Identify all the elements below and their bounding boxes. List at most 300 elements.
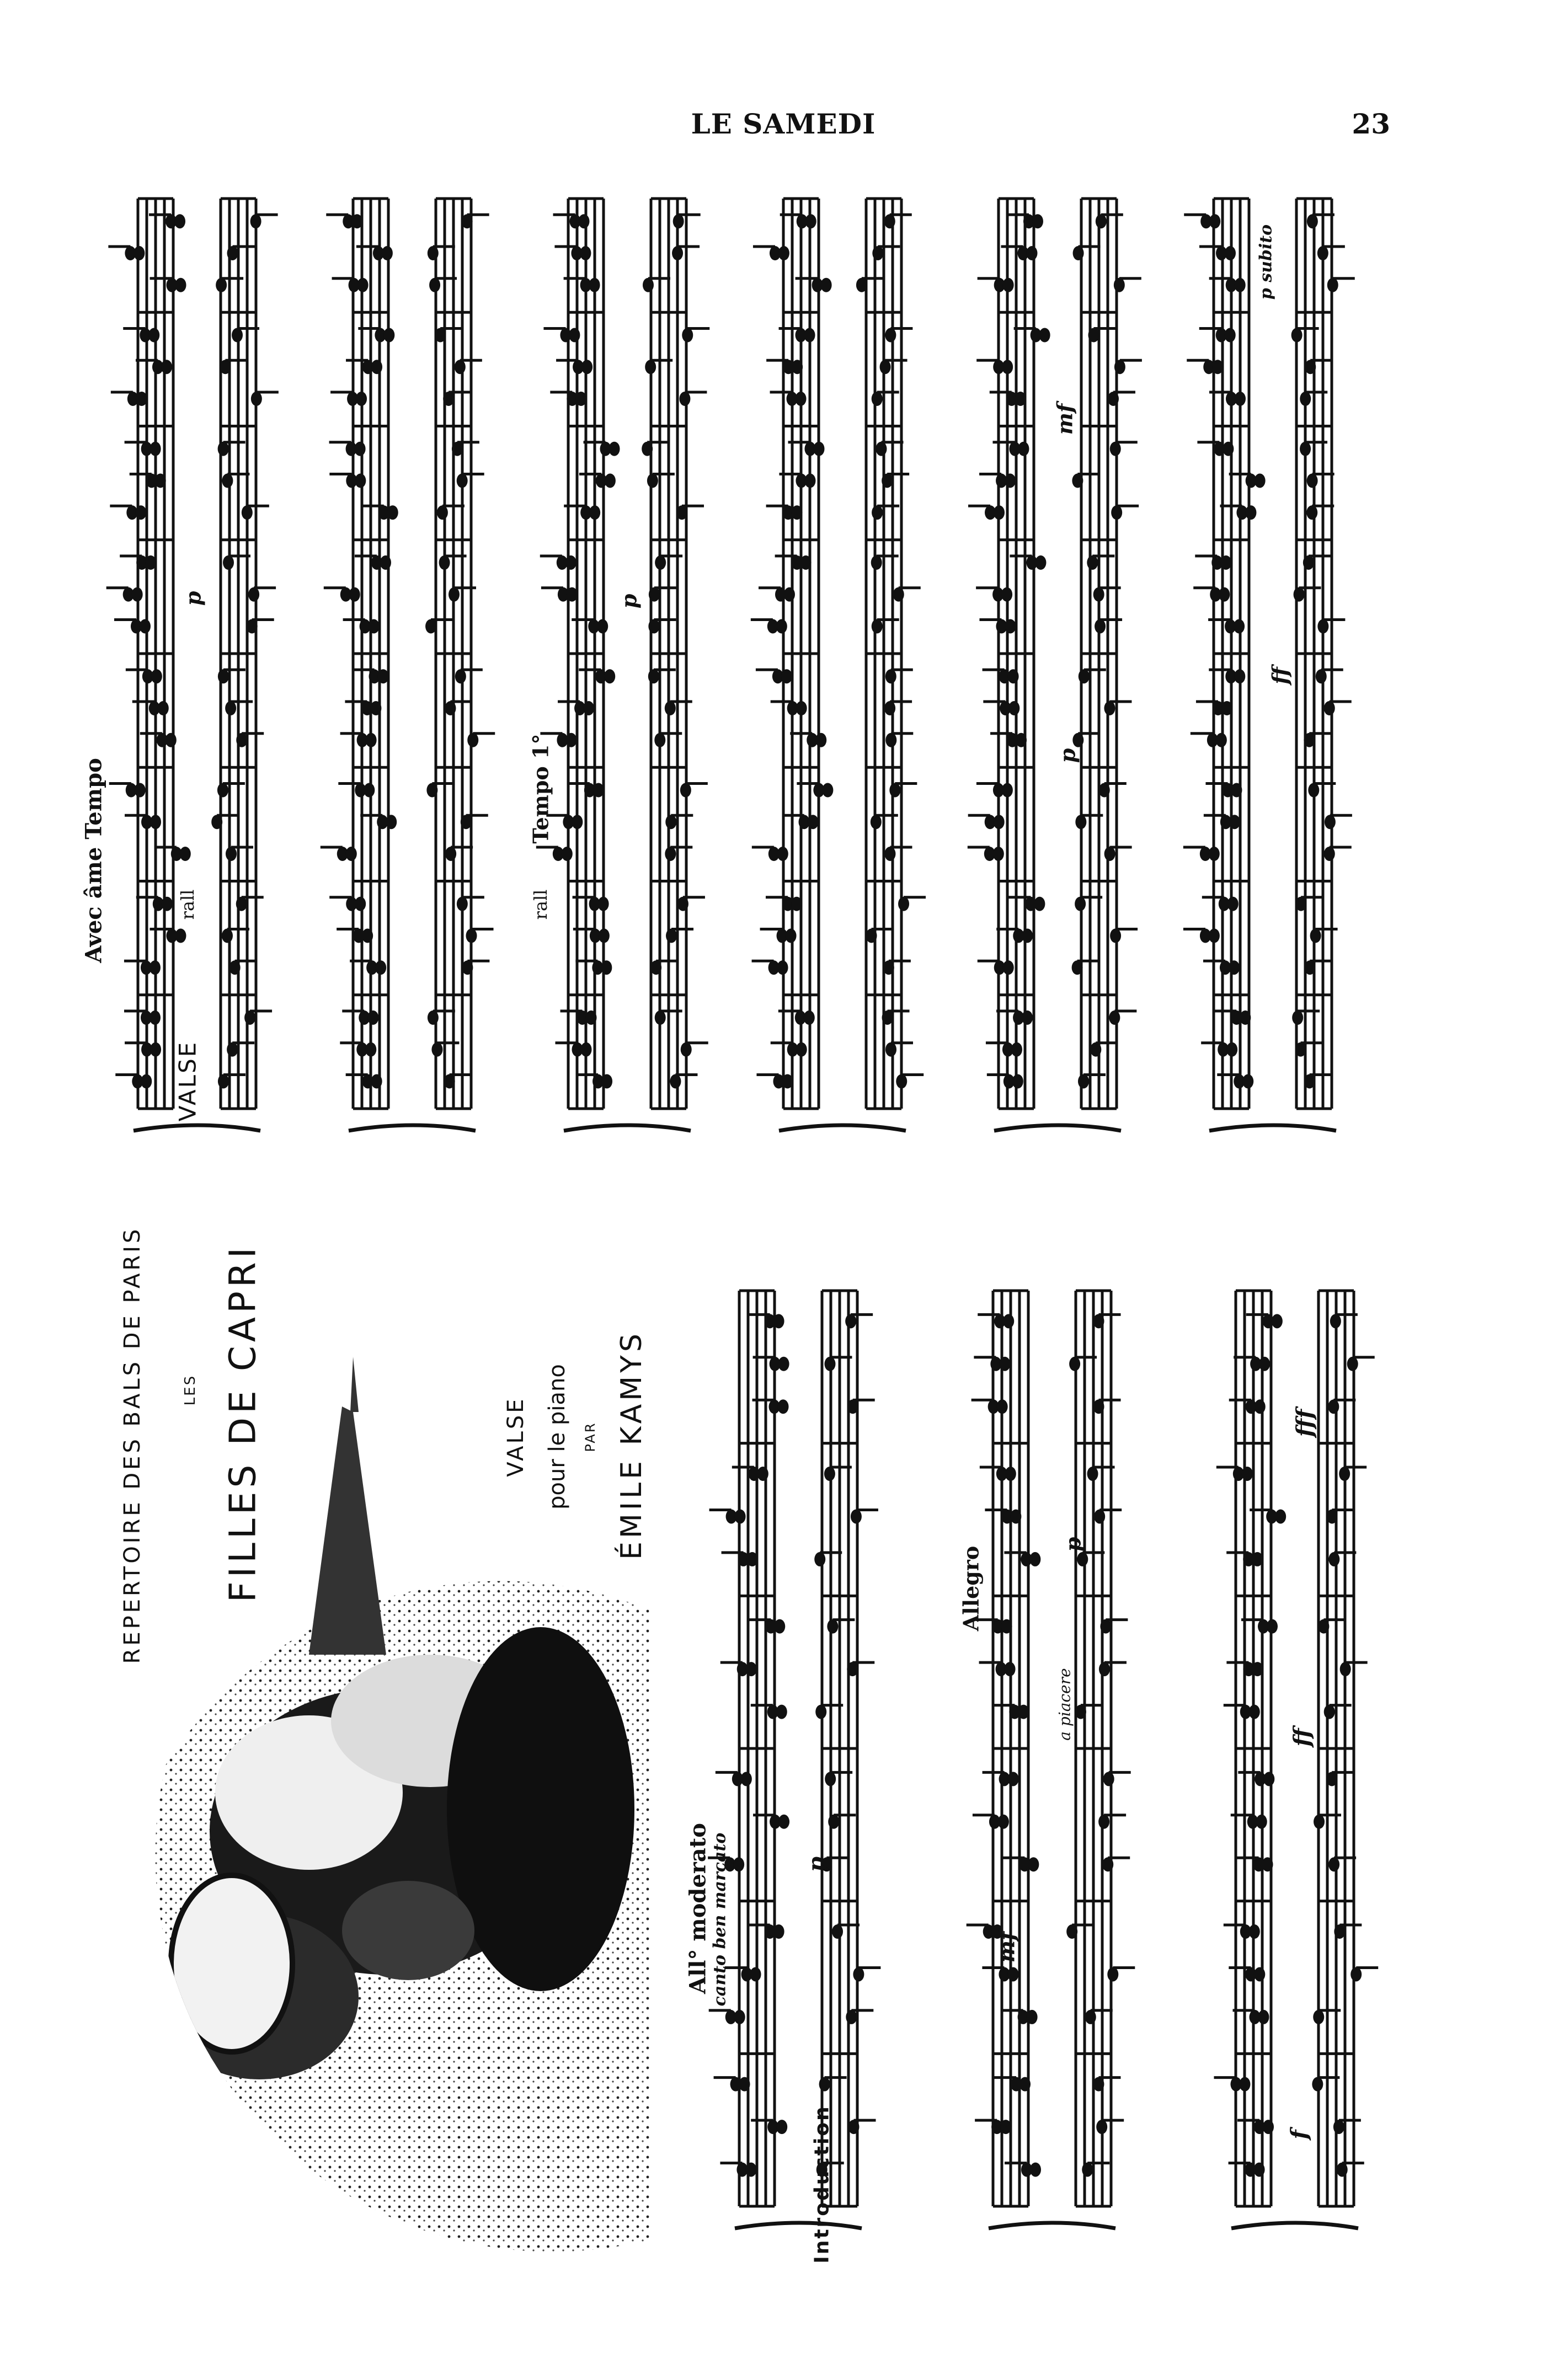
note-head xyxy=(1330,1314,1341,1328)
note-head xyxy=(884,701,895,715)
valse-system xyxy=(1183,199,1355,1131)
note-head xyxy=(1000,2120,1011,2134)
note-head xyxy=(1002,783,1013,798)
note-head xyxy=(655,1010,666,1025)
note-head xyxy=(1075,1705,1086,1719)
note-head xyxy=(1300,442,1311,456)
note-head xyxy=(882,474,893,488)
introduction-systems xyxy=(708,1291,1378,2228)
note-head xyxy=(885,733,896,747)
dynamic-p-subito: p subito xyxy=(1256,224,1276,300)
note-head xyxy=(222,474,233,488)
note-head xyxy=(804,474,815,488)
note-head xyxy=(1066,1924,1077,1939)
note-head xyxy=(572,815,583,829)
note-head xyxy=(898,897,909,911)
note-head xyxy=(457,474,468,488)
note-head xyxy=(1275,1509,1286,1523)
note-head xyxy=(777,847,788,861)
note-head xyxy=(647,474,658,488)
note-head xyxy=(673,214,684,228)
note-head xyxy=(462,960,473,975)
note-head xyxy=(1249,1924,1260,1939)
note-head xyxy=(1114,360,1125,374)
note-head xyxy=(885,328,896,343)
dynamic-ff: ff xyxy=(1267,667,1293,684)
system-brace xyxy=(1231,2223,1358,2228)
note-head xyxy=(1347,1357,1358,1371)
note-head xyxy=(229,960,241,975)
note-head xyxy=(1242,1467,1253,1481)
intro-system xyxy=(708,1291,880,2228)
note-head xyxy=(227,1042,238,1057)
note-head xyxy=(1234,619,1245,634)
note-head xyxy=(369,619,380,634)
note-head xyxy=(642,442,653,456)
system-brace xyxy=(1209,1125,1336,1131)
note-head xyxy=(466,929,477,943)
note-head xyxy=(218,1074,229,1089)
note-head xyxy=(1328,1399,1339,1414)
note-head xyxy=(429,278,440,292)
note-head xyxy=(569,328,580,343)
note-head xyxy=(1212,360,1223,374)
note-head xyxy=(351,214,362,228)
note-head xyxy=(1239,2077,1250,2092)
note-head xyxy=(848,2120,860,2134)
note-head xyxy=(1005,1662,1016,1676)
note-head xyxy=(1325,815,1336,829)
note-head xyxy=(1304,960,1315,975)
tempo-allegro-moderato: All° moderato xyxy=(685,1823,711,1994)
note-head xyxy=(1295,897,1306,911)
note-head xyxy=(1256,1815,1267,1829)
note-head xyxy=(426,783,437,798)
note-head xyxy=(1015,392,1026,406)
valse-system xyxy=(536,199,709,1131)
tempo-mark-avec-ame: Avec âme Tempo xyxy=(81,758,107,963)
note-head xyxy=(1220,555,1231,570)
note-head xyxy=(774,1619,785,1634)
note-head xyxy=(1093,2077,1104,2092)
note-head xyxy=(226,847,237,861)
note-head xyxy=(145,555,156,570)
note-head xyxy=(444,1074,455,1089)
note-head xyxy=(846,2010,857,2024)
note-head xyxy=(439,555,450,570)
note-head xyxy=(1326,1509,1337,1523)
note-head xyxy=(747,1552,758,1566)
note-head xyxy=(364,783,375,798)
note-head xyxy=(828,1815,839,1829)
note-head xyxy=(681,1042,692,1057)
note-head xyxy=(1318,1619,1329,1634)
note-head xyxy=(1209,214,1220,228)
note-head xyxy=(248,587,259,602)
note-head xyxy=(649,587,660,602)
note-head xyxy=(216,278,227,292)
note-head xyxy=(796,1042,807,1057)
note-head xyxy=(132,587,143,602)
note-head xyxy=(676,505,687,520)
note-head xyxy=(1085,2010,1096,2024)
note-head xyxy=(1099,783,1110,798)
note-head xyxy=(1008,669,1019,683)
note-head xyxy=(804,328,815,343)
note-head xyxy=(655,555,666,570)
expression-canto: canto ben marcato xyxy=(710,1832,730,2007)
note-head xyxy=(814,1552,825,1566)
note-head xyxy=(876,442,887,456)
note-head xyxy=(1333,2120,1344,2134)
note-head xyxy=(242,505,253,520)
note-head xyxy=(1095,619,1106,634)
dynamic-intro-fff: fff xyxy=(1291,1409,1318,1437)
note-head xyxy=(218,669,229,683)
note-head xyxy=(994,815,1005,829)
note-head xyxy=(1255,1399,1266,1414)
tempo-allegro: Allegro xyxy=(958,1545,984,1632)
note-head xyxy=(845,1314,856,1328)
note-head xyxy=(565,733,577,747)
note-head xyxy=(1310,929,1321,943)
note-head xyxy=(1303,555,1314,570)
note-head xyxy=(1096,2120,1107,2134)
note-head xyxy=(1003,960,1014,975)
note-head xyxy=(1098,1815,1109,1829)
note-head xyxy=(1334,1924,1345,1939)
note-head xyxy=(782,1074,793,1089)
note-head xyxy=(589,505,600,520)
note-head xyxy=(597,619,608,634)
note-head xyxy=(562,847,573,861)
valse-systems xyxy=(106,199,1355,1131)
system-brace xyxy=(989,2223,1115,2228)
note-head xyxy=(1029,1552,1040,1566)
note-head xyxy=(378,669,389,683)
note-head xyxy=(1267,1619,1278,1634)
note-head xyxy=(445,701,456,715)
note-head xyxy=(677,897,688,911)
note-head xyxy=(1216,733,1227,747)
note-head xyxy=(665,701,676,715)
note-head xyxy=(746,1662,757,1676)
note-head xyxy=(666,929,677,943)
note-head xyxy=(778,1399,789,1414)
note-head xyxy=(1304,733,1315,747)
note-head xyxy=(883,960,894,975)
note-head xyxy=(648,669,659,683)
note-head xyxy=(1328,1857,1339,1871)
note-head xyxy=(1104,847,1115,861)
note-head xyxy=(741,1772,752,1786)
note-head xyxy=(583,701,594,715)
les-label: LES xyxy=(182,1374,199,1406)
note-head xyxy=(1003,278,1014,292)
note-head xyxy=(567,587,578,602)
note-head xyxy=(247,619,258,634)
note-head xyxy=(1103,1772,1114,1786)
note-head xyxy=(355,474,366,488)
note-head xyxy=(598,897,609,911)
note-head xyxy=(355,442,366,456)
note-head xyxy=(370,701,381,715)
dynamic-mf: mf xyxy=(1052,403,1077,435)
note-head xyxy=(745,2163,756,2177)
note-head xyxy=(357,278,369,292)
note-head xyxy=(1003,1314,1014,1328)
note-head xyxy=(362,929,373,943)
note-head xyxy=(672,246,683,260)
note-head xyxy=(136,392,147,406)
note-head xyxy=(1011,1042,1022,1057)
note-head xyxy=(1219,587,1230,602)
note-head xyxy=(1001,587,1012,602)
note-head xyxy=(148,328,159,343)
note-head xyxy=(601,1074,612,1089)
note-head xyxy=(155,474,166,488)
note-head xyxy=(1102,1857,1113,1871)
note-head xyxy=(1308,783,1319,798)
note-head xyxy=(856,278,867,292)
note-head xyxy=(792,360,803,374)
note-head xyxy=(220,360,231,374)
note-head xyxy=(773,1924,784,1939)
system-brace xyxy=(994,1125,1121,1131)
note-head xyxy=(999,1357,1010,1371)
note-head xyxy=(1235,278,1246,292)
note-head xyxy=(821,278,832,292)
tempo-mark-tempo-1: Tempo 1° xyxy=(528,734,553,844)
note-head xyxy=(1026,246,1037,260)
note-head xyxy=(1088,328,1099,343)
note-head xyxy=(893,587,904,602)
note-head xyxy=(1324,1705,1335,1719)
note-head xyxy=(1022,929,1033,943)
note-head xyxy=(645,360,656,374)
note-head xyxy=(1312,2077,1323,2092)
dynamic-intro-f: f xyxy=(1286,2130,1312,2140)
note-head xyxy=(1245,505,1256,520)
note-head xyxy=(1039,328,1050,343)
note-head xyxy=(679,392,690,406)
note-head xyxy=(1351,1967,1362,1981)
introduction-label: Introduction xyxy=(810,2105,834,2264)
note-head xyxy=(1093,1314,1104,1328)
note-head xyxy=(643,278,654,292)
note-head xyxy=(1304,1074,1315,1089)
note-head xyxy=(853,1967,864,1981)
note-head xyxy=(150,960,161,975)
note-head xyxy=(1087,555,1098,570)
note-head xyxy=(227,246,238,260)
valse-subtitle: VALSE xyxy=(503,1397,529,1477)
note-head xyxy=(225,701,236,715)
note-head xyxy=(387,505,398,520)
note-head xyxy=(581,1042,592,1057)
note-head xyxy=(1002,360,1013,374)
note-head xyxy=(1008,701,1019,715)
note-head xyxy=(150,442,161,456)
note-head xyxy=(452,442,463,456)
note-head xyxy=(1305,360,1316,374)
note-head xyxy=(1263,2120,1274,2134)
note-head xyxy=(1249,1705,1260,1719)
dynamic-p-2: p xyxy=(616,593,642,609)
note-head xyxy=(1005,474,1016,488)
note-head xyxy=(150,1042,161,1057)
note-head xyxy=(1307,214,1318,228)
system-brace xyxy=(349,1125,476,1131)
note-head xyxy=(140,619,151,634)
note-head xyxy=(1078,1074,1089,1089)
note-head xyxy=(1316,669,1327,683)
note-head xyxy=(604,669,615,683)
note-head xyxy=(443,392,454,406)
note-head xyxy=(1005,619,1016,634)
note-head xyxy=(382,246,393,260)
note-head xyxy=(1317,246,1328,260)
note-head xyxy=(1008,1772,1019,1786)
note-head xyxy=(601,960,612,975)
note-head xyxy=(425,619,436,634)
system-brace xyxy=(134,1125,260,1131)
note-head xyxy=(1005,1467,1016,1481)
note-head xyxy=(808,815,819,829)
note-head xyxy=(813,442,824,456)
note-head xyxy=(134,246,145,260)
note-head xyxy=(467,733,478,747)
note-head xyxy=(355,897,366,911)
note-head xyxy=(871,555,882,570)
note-head xyxy=(135,505,146,520)
note-head xyxy=(1209,929,1220,943)
valse-system xyxy=(106,199,279,1131)
note-head xyxy=(1018,442,1029,456)
note-head xyxy=(1339,1467,1350,1481)
note-head xyxy=(589,278,600,292)
note-head xyxy=(158,701,169,715)
note-head xyxy=(1099,1662,1110,1676)
note-head xyxy=(461,815,472,829)
note-head xyxy=(1229,815,1240,829)
note-head xyxy=(682,328,693,343)
note-head xyxy=(150,815,161,829)
intro-system xyxy=(967,1291,1135,2228)
note-head xyxy=(457,897,468,911)
note-head xyxy=(670,1074,681,1089)
note-head xyxy=(815,733,826,747)
note-head xyxy=(223,555,234,570)
note-head xyxy=(824,1357,835,1371)
note-head xyxy=(1010,1509,1021,1523)
note-head xyxy=(1327,278,1338,292)
note-head xyxy=(1104,701,1115,715)
dynamic-intro-p: p xyxy=(803,1857,830,1872)
note-head xyxy=(586,1010,597,1025)
note-head xyxy=(1229,960,1240,975)
dynamic-p-3: p xyxy=(1055,748,1080,763)
note-head xyxy=(796,701,807,715)
note-head xyxy=(445,847,456,861)
note-head xyxy=(781,669,792,683)
note-head xyxy=(665,815,676,829)
note-head xyxy=(648,619,659,634)
note-head xyxy=(356,392,367,406)
note-head xyxy=(1225,246,1236,260)
note-head xyxy=(609,442,620,456)
note-head xyxy=(871,815,882,829)
note-head xyxy=(141,1074,152,1089)
note-head xyxy=(998,1815,1009,1829)
note-head xyxy=(1094,1509,1105,1523)
note-head xyxy=(1324,847,1335,861)
note-head xyxy=(1030,2163,1041,2177)
note-head xyxy=(1035,555,1046,570)
note-head xyxy=(796,392,807,406)
note-head xyxy=(896,1074,907,1089)
note-head xyxy=(232,328,243,343)
note-head xyxy=(866,929,877,943)
note-head xyxy=(151,669,162,683)
note-head xyxy=(349,587,360,602)
note-head xyxy=(578,214,589,228)
note-head xyxy=(778,246,789,260)
note-head xyxy=(1317,619,1328,634)
note-head xyxy=(800,555,812,570)
note-head xyxy=(1313,2010,1324,2024)
note-head xyxy=(1012,1074,1023,1089)
note-head xyxy=(822,783,833,798)
note-head xyxy=(1223,442,1234,456)
note-head xyxy=(375,960,386,975)
note-head xyxy=(1254,1967,1265,1981)
tempo-mark-rall-1: rall xyxy=(177,889,198,920)
note-head xyxy=(1001,1619,1012,1634)
note-head xyxy=(1007,1967,1018,1981)
note-head xyxy=(251,392,262,406)
note-head xyxy=(1075,815,1086,829)
note-head xyxy=(1016,733,1027,747)
note-head xyxy=(371,1074,382,1089)
par-label: PAR xyxy=(583,1421,598,1452)
note-head xyxy=(1314,1815,1325,1829)
note-head xyxy=(1114,278,1125,292)
dynamic-intro-ff: ff xyxy=(1289,1728,1315,1747)
note-head xyxy=(449,587,460,602)
note-head xyxy=(805,214,816,228)
note-head xyxy=(784,587,795,602)
note-head xyxy=(1093,1399,1104,1414)
note-head xyxy=(827,1619,838,1634)
note-head xyxy=(872,246,883,260)
note-head xyxy=(1258,2010,1269,2024)
note-head xyxy=(211,815,222,829)
system-brace xyxy=(735,2223,862,2228)
note-head xyxy=(1252,1662,1263,1676)
note-head xyxy=(1227,897,1239,911)
note-head xyxy=(386,815,397,829)
note-head xyxy=(1022,1010,1033,1025)
note-head xyxy=(997,1399,1008,1414)
note-head xyxy=(605,474,616,488)
system-brace xyxy=(779,1125,906,1131)
note-head xyxy=(218,442,229,456)
note-head xyxy=(825,1772,836,1786)
note-head xyxy=(1324,701,1335,715)
note-head xyxy=(1019,2077,1031,2092)
note-head xyxy=(1225,328,1236,343)
